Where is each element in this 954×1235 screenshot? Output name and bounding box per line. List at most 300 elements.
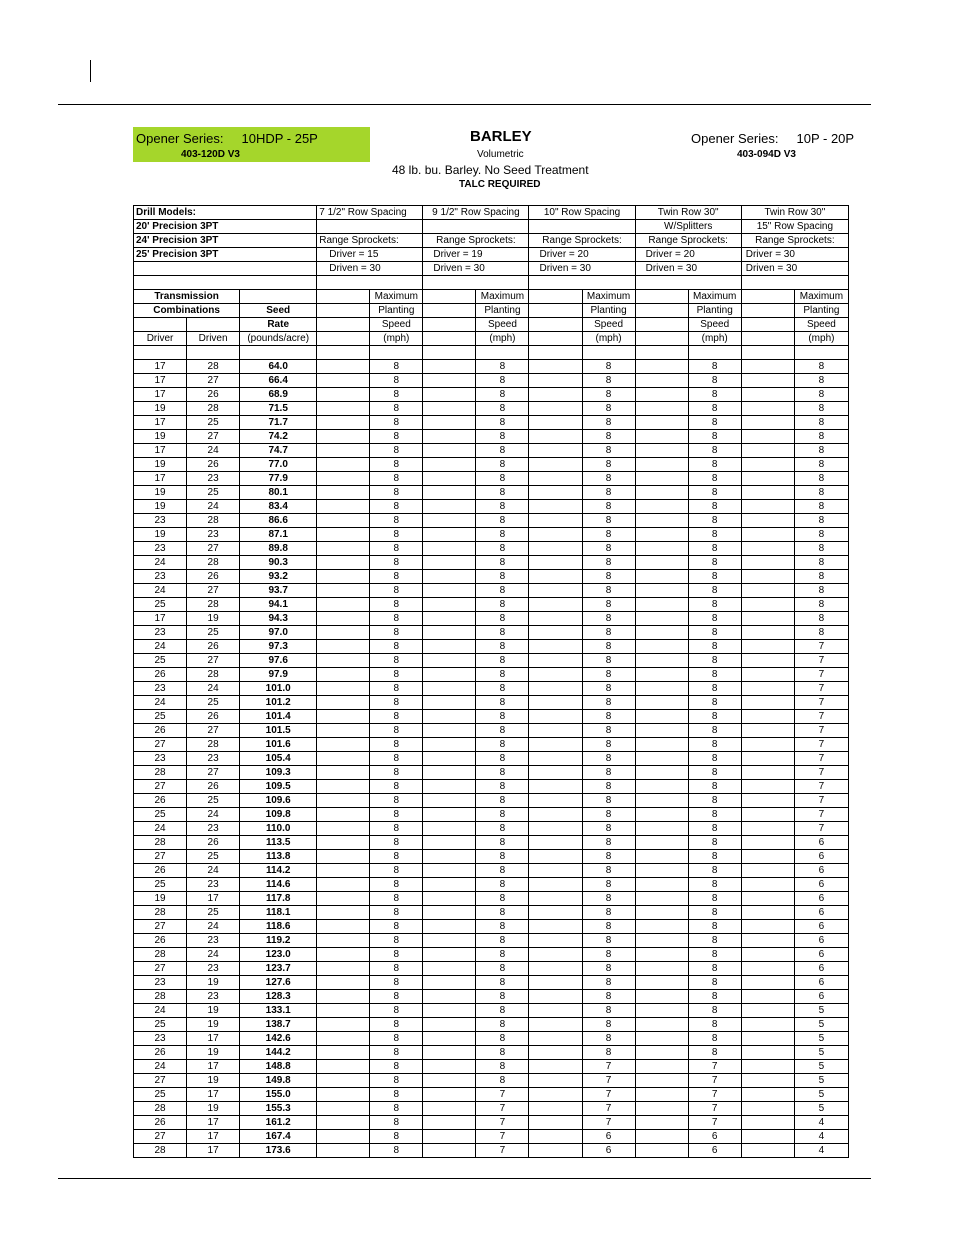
left-opener-series: Opener Series: 10HDP - 25P [136,131,318,146]
blank-cell [635,570,688,584]
driver-cell: 28 [134,948,187,962]
blank-cell [635,710,688,724]
seed-rate-cell: 161.2 [240,1116,317,1130]
speed-10-cell: 8 [582,402,635,416]
seed-rate-cell: 87.1 [240,528,317,542]
blank-cell [423,360,476,374]
seed-description: 48 lb. bu. Barley. No Seed Treatment [392,163,589,177]
spacing-2-driver: Driver = 19 [423,248,529,262]
footer-rule [58,1178,871,1179]
speed-twin-15-cell: 4 [794,1144,848,1158]
seed-rate-cell: 109.5 [240,780,317,794]
speed-7-5-cell: 8 [370,724,423,738]
blank-cell [423,752,476,766]
blank-cell [635,458,688,472]
seed-rate-cell: 77.9 [240,472,317,486]
speed-twin-splitters-cell: 8 [688,962,741,976]
blank-cell [423,990,476,1004]
blank-cell [529,402,582,416]
speed-7-5-cell: 8 [370,654,423,668]
seed-rate-cell: 113.8 [240,850,317,864]
driver-cell: 25 [134,878,187,892]
speed-10-cell: 8 [582,878,635,892]
blank-cell [741,1130,794,1144]
driven-cell: 19 [187,612,240,626]
blank-cell [635,682,688,696]
blank-cell [529,654,582,668]
speed-twin-15-cell: 7 [794,696,848,710]
blank-cell [741,976,794,990]
blank-cell [423,444,476,458]
speed-twin-15-cell: 8 [794,556,848,570]
blank-cell [317,458,370,472]
table-row [134,892,849,906]
driven-cell: 24 [187,682,240,696]
speed-twin-15-cell: 6 [794,948,848,962]
blank-cell [423,962,476,976]
left-opener-box [133,127,370,162]
speed-7-5-cell: 8 [370,598,423,612]
speed-twin-splitters-cell: 7 [688,1088,741,1102]
speed-twin-15-cell: 5 [794,1102,848,1116]
driven-cell: 19 [187,1074,240,1088]
speed-10-cell: 8 [582,696,635,710]
speed-9-5-cell: 8 [476,654,529,668]
blank-cell [635,1102,688,1116]
blank-cell [741,612,794,626]
blank-cell [635,584,688,598]
blank-cell [317,584,370,598]
blank-cell [317,402,370,416]
driven-cell: 25 [187,626,240,640]
seed-rate-cell: 101.6 [240,738,317,752]
table-row [134,374,849,388]
speed-9-5-cell: 8 [476,360,529,374]
driver-cell: 26 [134,668,187,682]
table-row [134,906,849,920]
speed-twin-15-cell: 6 [794,976,848,990]
seed-rate-cell: 93.2 [240,570,317,584]
blank-cell [317,962,370,976]
blank-cell [741,1074,794,1088]
blank-cell [635,934,688,948]
blank-cell [529,682,582,696]
driver-cell: 25 [134,598,187,612]
table-row [134,430,849,444]
driven-cell: 23 [187,472,240,486]
blank-cell [423,458,476,472]
blank-cell [529,570,582,584]
blank-cell [529,752,582,766]
spacing-3-driven: Driven = 30 [529,262,635,276]
blank-cell [317,738,370,752]
blank-cell [423,416,476,430]
blank-cell [529,598,582,612]
blank-cell [741,444,794,458]
speed-7-5-cell: 8 [370,556,423,570]
blank-cell [529,472,582,486]
driver-cell: 28 [134,766,187,780]
speed-twin-15-cell: 6 [794,962,848,976]
spacing-4-sub: W/Splitters [635,220,741,234]
speed-10-cell: 8 [582,752,635,766]
blank-cell [423,850,476,864]
blank-cell [635,1116,688,1130]
speed-7-5-cell: 8 [370,626,423,640]
transmission-label: Transmission [134,290,240,304]
seed-rate-cell: 94.1 [240,598,317,612]
speed-9-5-cell: 8 [476,486,529,500]
driver-cell: 27 [134,738,187,752]
blank-cell [741,766,794,780]
speed-twin-15-cell: 5 [794,1060,848,1074]
speed-7-5-cell: 8 [370,542,423,556]
driver-cell: 23 [134,542,187,556]
blank-cell [741,486,794,500]
seed-rate-cell: 118.6 [240,920,317,934]
table-row [134,752,849,766]
speed-9-5-cell: 8 [476,724,529,738]
table-row [134,934,849,948]
speed-twin-15-cell: 6 [794,892,848,906]
blank-cell [529,906,582,920]
speed-7-5-cell: 8 [370,486,423,500]
driver-cell: 27 [134,850,187,864]
speed-7-5-cell: 8 [370,416,423,430]
blank-cell [423,934,476,948]
speed-twin-15-cell: 8 [794,374,848,388]
speed-7-5-cell: 8 [370,430,423,444]
speed-7-5-cell: 8 [370,444,423,458]
seed-rate-cell: 74.2 [240,430,317,444]
blank-cell [741,472,794,486]
speed-twin-15-cell: 6 [794,990,848,1004]
blank-cell [635,976,688,990]
speed-9-5-cell: 8 [476,528,529,542]
speed-10-cell: 8 [582,990,635,1004]
driven-cell: 27 [187,430,240,444]
blank-cell [635,1088,688,1102]
spacing-3-driver: Driver = 20 [529,248,635,262]
blank-cell [423,822,476,836]
blank-cell [423,472,476,486]
speed-10-cell: 8 [582,836,635,850]
max-speed-hdr: Maximum [794,290,848,304]
speed-7-5-cell: 8 [370,1130,423,1144]
seed-rate-cell: 74.7 [240,444,317,458]
table-row [134,528,849,542]
speed-7-5-cell: 8 [370,528,423,542]
driver-cell: 23 [134,570,187,584]
driver-cell: 23 [134,626,187,640]
speed-twin-15-cell: 7 [794,822,848,836]
seed-rate-cell: 105.4 [240,752,317,766]
blank-cell [317,1032,370,1046]
blank-cell [529,710,582,724]
range-sprockets-label: Range Sprockets: [317,234,423,248]
speed-twin-splitters-cell: 8 [688,850,741,864]
seed-rate-cell: 149.8 [240,1074,317,1088]
table-row [134,1046,849,1060]
driver-cell: 27 [134,780,187,794]
driven-cell: 26 [187,710,240,724]
blank-cell [423,696,476,710]
blank-cell [317,472,370,486]
driver-cell: 17 [134,416,187,430]
page-title: BARLEY [470,128,532,145]
blank-cell [635,500,688,514]
blank-cell [423,738,476,752]
speed-9-5-cell: 8 [476,1032,529,1046]
blank-cell [529,1130,582,1144]
speed-7-5-cell: 8 [370,1074,423,1088]
driver-cell: 17 [134,388,187,402]
blank-cell [529,500,582,514]
blank-cell [423,724,476,738]
right-opener-series: Opener Series: 10P - 20P [691,131,855,146]
driven-cell: 25 [187,416,240,430]
blank-cell [529,1102,582,1116]
seed-rate-cell: 97.6 [240,654,317,668]
speed-9-5-cell: 8 [476,696,529,710]
max-speed-hdr: Planting [688,304,741,318]
speed-10-cell: 8 [582,486,635,500]
speed-9-5-cell: 8 [476,626,529,640]
speed-twin-splitters-cell: 8 [688,514,741,528]
seed-rate-cell: 114.6 [240,878,317,892]
seed-rate-cell: 113.5 [240,836,317,850]
driven-cell: 23 [187,528,240,542]
blank-cell [317,486,370,500]
seed-rate-cell: 142.6 [240,1032,317,1046]
speed-10-cell: 8 [582,612,635,626]
driven-cell: 28 [187,668,240,682]
spacing-4-driven: Driven = 30 [635,262,741,276]
speed-9-5-cell: 8 [476,878,529,892]
blank-cell [741,556,794,570]
seed-rate-cell: 101.5 [240,724,317,738]
table-row [134,920,849,934]
max-speed-hdr: Planting [476,304,529,318]
rate-rows [134,360,849,1158]
driver-cell: 26 [134,864,187,878]
driven-cell: 26 [187,836,240,850]
driver-cell: 19 [134,458,187,472]
driven-cell: 23 [187,878,240,892]
blank-cell [529,458,582,472]
blank-cell [317,794,370,808]
blank-cell [317,556,370,570]
blank-cell [529,528,582,542]
blank-cell [529,1074,582,1088]
speed-10-cell: 8 [582,864,635,878]
blank-cell [423,780,476,794]
seed-rate-cell: 97.3 [240,640,317,654]
blank-cell [529,948,582,962]
blank-cell [635,1046,688,1060]
speed-10-cell: 8 [582,682,635,696]
blank-cell [423,542,476,556]
blank-cell [741,808,794,822]
speed-twin-15-cell: 7 [794,654,848,668]
driver-cell: 27 [134,1130,187,1144]
speed-twin-15-cell: 6 [794,906,848,920]
driver-cell: 24 [134,1060,187,1074]
blank-cell [635,906,688,920]
blank-cell [317,542,370,556]
speed-9-5-cell: 8 [476,906,529,920]
speed-twin-splitters-cell: 8 [688,444,741,458]
driver-cell: 26 [134,794,187,808]
speed-twin-splitters-cell: 8 [688,416,741,430]
seed-rate-cell: 117.8 [240,892,317,906]
seed-rate-cell: 97.0 [240,626,317,640]
speed-twin-15-cell: 8 [794,612,848,626]
driver-cell: 17 [134,472,187,486]
spacing-4-title: Twin Row 30" [635,206,741,220]
speed-10-cell: 8 [582,962,635,976]
blank-cell [635,598,688,612]
speed-twin-15-cell: 4 [794,1116,848,1130]
driven-cell: 24 [187,808,240,822]
driven-cell: 19 [187,1018,240,1032]
seed-rate-cell: 128.3 [240,990,317,1004]
table-row [134,1102,849,1116]
blank-cell [529,612,582,626]
table-row [134,360,849,374]
max-speed-hdr: Planting [370,304,423,318]
blank-cell [423,402,476,416]
table-row [134,794,849,808]
table-row [134,1018,849,1032]
speed-10-cell: 6 [582,1144,635,1158]
pounds-acre-label: (pounds/acre) [240,332,317,346]
speed-10-cell: 8 [582,360,635,374]
blank-cell [423,374,476,388]
blank-cell [423,486,476,500]
blank-cell [741,738,794,752]
seed-rate-cell: 114.2 [240,864,317,878]
speed-10-cell: 8 [582,514,635,528]
blank-cell [423,1102,476,1116]
speed-twin-splitters-cell: 8 [688,430,741,444]
table-row [134,1032,849,1046]
speed-10-cell: 8 [582,794,635,808]
spacing-1-driven: Driven = 30 [317,262,423,276]
seed-rate-cell: 127.6 [240,976,317,990]
speed-10-cell: 8 [582,1004,635,1018]
table-row [134,444,849,458]
speed-9-5-cell: 8 [476,962,529,976]
blank-cell [423,1032,476,1046]
blank-cell [529,738,582,752]
blank-cell [317,836,370,850]
blank-cell [317,1088,370,1102]
speed-10-cell: 8 [582,416,635,430]
blank-cell [423,948,476,962]
blank-cell [317,1074,370,1088]
speed-9-5-cell: 8 [476,822,529,836]
blank-cell [423,1116,476,1130]
header-rule [58,104,871,105]
speed-9-5-cell: 8 [476,598,529,612]
driven-cell: 25 [187,906,240,920]
blank-cell [529,388,582,402]
speed-10-cell: 8 [582,528,635,542]
speed-10-cell: 8 [582,976,635,990]
speed-9-5-cell: 8 [476,836,529,850]
speed-7-5-cell: 8 [370,864,423,878]
speed-9-5-cell: 7 [476,1116,529,1130]
speed-twin-splitters-cell: 8 [688,458,741,472]
max-speed-hdr: Speed [688,318,741,332]
blank-cell [529,822,582,836]
speed-7-5-cell: 8 [370,780,423,794]
table-row [134,1144,849,1158]
blank-cell [635,668,688,682]
driver-cell: 28 [134,1144,187,1158]
speed-7-5-cell: 8 [370,934,423,948]
driver-cell: 27 [134,920,187,934]
blank-cell [317,570,370,584]
blank-cell [741,920,794,934]
rate-table [133,205,849,1158]
blank-cell [529,1018,582,1032]
speed-twin-15-cell: 8 [794,500,848,514]
driven-cell: 27 [187,584,240,598]
driver-cell: 28 [134,1102,187,1116]
seed-rate-cell: 144.2 [240,1046,317,1060]
speed-9-5-cell: 8 [476,682,529,696]
blank-cell [423,528,476,542]
blank-cell [317,920,370,934]
blank-cell [317,710,370,724]
speed-9-5-cell: 7 [476,1102,529,1116]
blank-cell [635,514,688,528]
seed-rate-cell: 89.8 [240,542,317,556]
speed-10-cell: 7 [582,1102,635,1116]
blank-cell [741,822,794,836]
max-speed-hdr: Planting [582,304,635,318]
driver-cell: 24 [134,584,187,598]
blank-cell [529,850,582,864]
blank-cell [741,626,794,640]
speed-10-cell: 8 [582,1032,635,1046]
driven-cell: 27 [187,654,240,668]
blank-cell [741,1032,794,1046]
speed-twin-splitters-cell: 6 [688,1130,741,1144]
speed-twin-splitters-cell: 8 [688,906,741,920]
blank-cell [529,640,582,654]
blank-cell [741,430,794,444]
seed-rate-cell: 109.6 [240,794,317,808]
blank-cell [741,374,794,388]
driven-cell: 28 [187,360,240,374]
blank-cell [635,1004,688,1018]
blank-cell [741,654,794,668]
speed-9-5-cell: 8 [476,738,529,752]
blank-cell [635,444,688,458]
blank-cell [317,822,370,836]
speed-twin-15-cell: 8 [794,402,848,416]
driven-cell: 17 [187,1060,240,1074]
driven-cell: 17 [187,1144,240,1158]
driven-cell: 26 [187,458,240,472]
driver-cell: 17 [134,444,187,458]
seed-rate-cell: 109.8 [240,808,317,822]
driven-cell: 25 [187,794,240,808]
speed-7-5-cell: 8 [370,570,423,584]
